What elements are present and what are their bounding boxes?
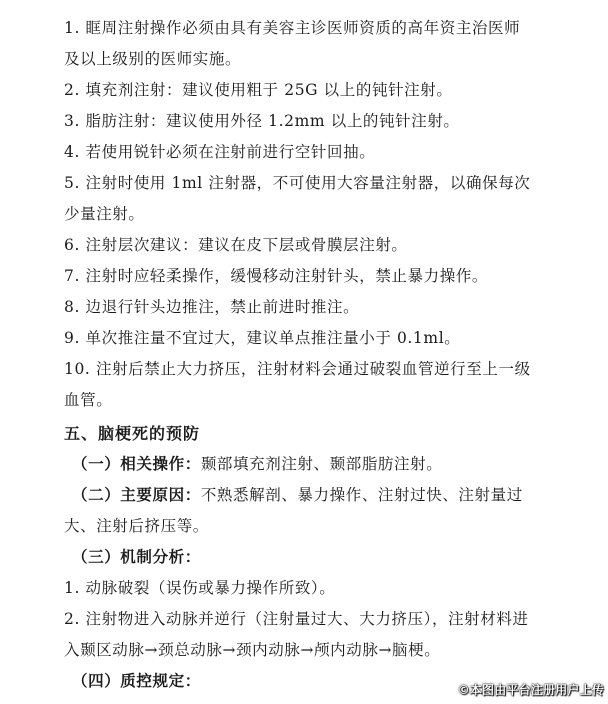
item-5-line-1: 5. 注射时使用 1ml 注射器，不可使用大容量注射器，以确保每次 <box>64 174 531 192</box>
main-causes-label: （二）主要原因： <box>72 486 201 504</box>
item-8: 8. 边退行针头边推注，禁止前进时推注。 <box>64 298 360 316</box>
section-heading: 五、脑梗死的预防 <box>64 424 201 443</box>
item-6: 6. 注射层次建议：建议在皮下层或骨膜层注射。 <box>64 236 408 254</box>
main-causes-line-2: 大、注射后挤压等。 <box>64 517 209 535</box>
qc-rules-label-text: （四）质控规定： <box>72 672 201 690</box>
related-operations <box>64 449 562 480</box>
related-operations-label: （一）相关操作： <box>72 455 201 473</box>
item-7: 7. 注射时应轻柔操作，缓慢移动注射针头，禁止暴力操作。 <box>64 267 489 285</box>
item-10-line-1: 10. 注射后禁止大力挤压，注射材料会通过破裂血管逆行至上一级 <box>64 360 531 378</box>
main-causes-text: 不熟悉解剖、暴力操作、注射过快、注射量过 <box>200 486 523 504</box>
item-2: 2. 填充剂注射：建议使用粗于 25G 以上的钝针注射。 <box>64 81 453 99</box>
item-1-line-1: 1. 眶周注射操作必须由具有美容主诊医师资质的高年资主治医师 <box>64 19 521 37</box>
watermark: ©本图由平台注册用户上传 <box>457 683 604 697</box>
mechanism-point-2-line-2: 入颞区动脉→颈总动脉→颈内动脉→颅内动脉→脑梗。 <box>64 641 441 659</box>
item-4: 4. 若使用锐针必须在注射前进行空针回抽。 <box>64 143 376 161</box>
mechanism-point-1: 1. 动脉破裂（误伤或暴力操作所致）。 <box>64 579 336 597</box>
mechanism-label <box>64 542 562 573</box>
item-5-line-2: 少量注射。 <box>64 205 145 223</box>
item-1-line-2: 及以上级别的医师实施。 <box>64 50 242 68</box>
main-causes <box>64 480 562 511</box>
document-body <box>64 13 562 697</box>
item-9: 9. 单次推注量不宜过大，建议单点推注量小于 0.1ml。 <box>64 329 461 347</box>
item-10-line-2: 血管。 <box>64 391 113 409</box>
mechanism-label-text: （三）机制分析： <box>72 548 201 566</box>
related-operations-text: 颞部填充剂注射、颞部脂肪注射。 <box>200 455 443 473</box>
mechanism-point-2-line-1: 2. 注射物进入动脉并逆行（注射量过大、大力挤压），注射材料进 <box>64 610 529 628</box>
item-3: 3. 脂肪注射：建议使用外径 1.2mm 以上的钝针注射。 <box>64 112 460 130</box>
